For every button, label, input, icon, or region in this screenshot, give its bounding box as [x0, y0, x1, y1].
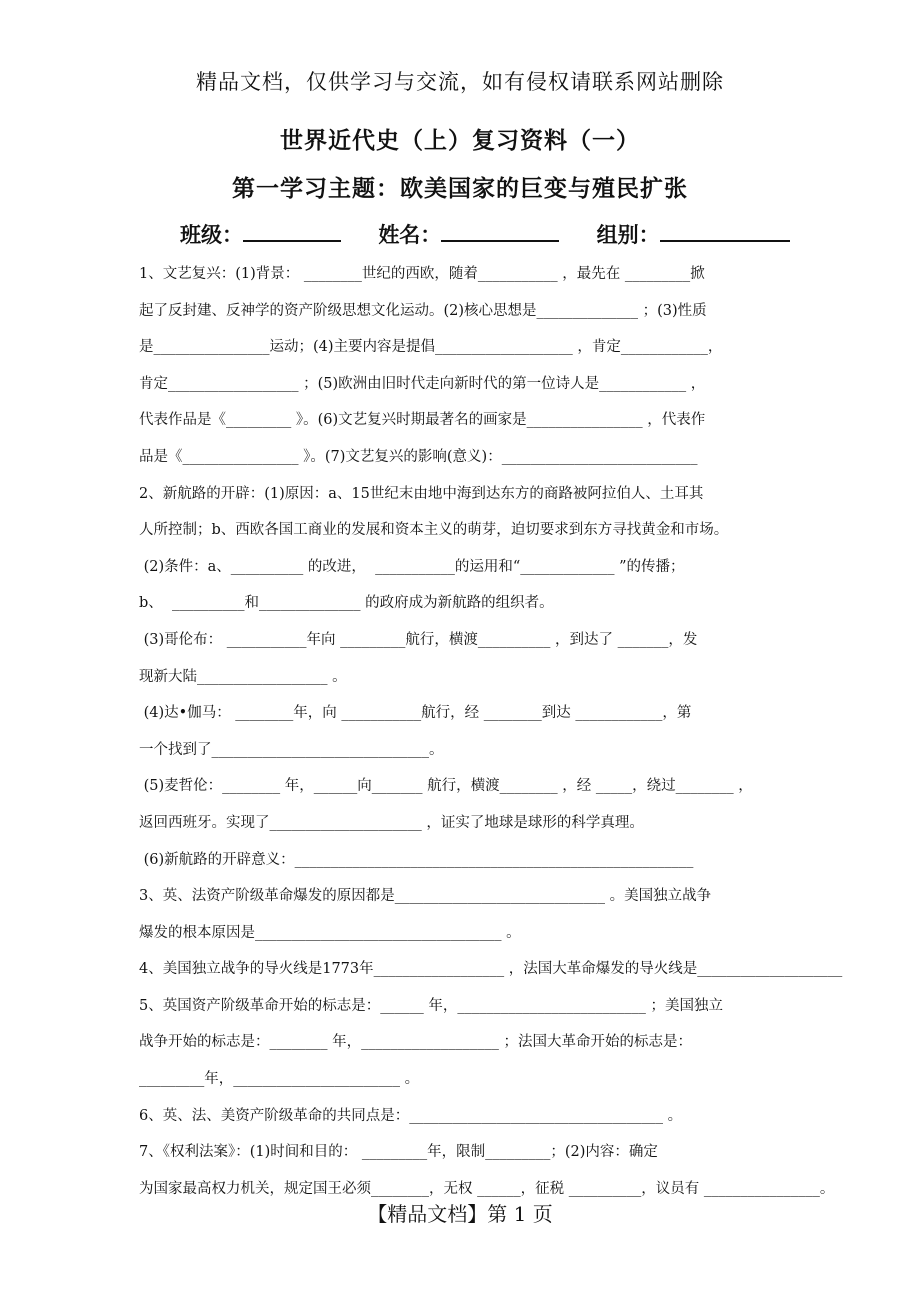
- name-field: [378, 223, 566, 247]
- content-line: (4)达•伽马： ________年，向 ___________航行，经 ________到达 ____________，第: [139, 705, 692, 722]
- document-subtitle: 第一学习主题：欧美国家的巨变与殖民扩张: [232, 176, 688, 202]
- content-line: 为国家最高权力机关，规定国王必须________，无权 ______，征税 __________，议员有 ________________。: [139, 1180, 835, 1197]
- class-field: [180, 223, 348, 247]
- class-label: 班级：: [180, 223, 243, 247]
- student-info-row: [180, 218, 820, 249]
- content-line: 人所控制；b、西欧各国工商业的发展和资本主义的萌芽，迫切要求到东方寻找黄金和市场。: [139, 522, 729, 539]
- review-questions: [139, 256, 920, 1207]
- content-line: (6)新航路的开辟意义：_______________________________________________________: [139, 851, 694, 868]
- content-line: 战争开始的标志是：________ 年，___________________ ；法国大革命开始的标志是：: [139, 1034, 692, 1051]
- group-blank: [660, 218, 790, 242]
- content-line: 4、美国独立战争的导火线是1773年__________________ ，法国大革命爆发的导火线是____________________: [139, 961, 843, 978]
- content-line: 现新大陆__________________ 。: [139, 668, 347, 685]
- group-label: 组别：: [596, 223, 660, 247]
- content-line: 是________________运动；(4)主要内容是提倡___________________ ，肯定____________，: [139, 339, 723, 356]
- class-blank: [243, 218, 341, 242]
- content-line: 1、文艺复兴：(1)背景： ________世纪的西欧，随着___________ ，最先在 _________掀: [139, 266, 705, 282]
- content-line: 代表作品是《_________ 》。(6)文艺复兴时期最著名的画家是________________ ，代表作: [139, 412, 706, 429]
- content-line: 返回西班牙。实现了_____________________ ，证实了地球是球形的科学真理。: [139, 814, 644, 831]
- content-line: 2、新航路的开辟：(1)原因：a、15世纪末由地中海到达东方的商路被阿拉伯人、土耳其: [139, 485, 704, 502]
- content-line: _________年，_______________________ 。: [139, 1071, 420, 1088]
- content-line: 起了反封建、反神学的资产阶级思想文化运动。(2)核心思想是______________ ；(3)性质: [139, 302, 707, 319]
- content-line: 爆发的根本原因是__________________________________ 。: [139, 924, 521, 941]
- content-line: b、 __________和______________ 的政府成为新航路的组织者。: [139, 595, 554, 612]
- page-footer: 【精品文档】第 1 页: [367, 1202, 553, 1226]
- content-line: 肯定__________________ ；(5)欧洲由旧时代走向新时代的第一位诗人是____________ ，: [139, 375, 706, 392]
- content-line: (2)条件：a、__________ 的改进， ___________的运用和“_____________ ”的传播；: [139, 558, 685, 575]
- content-line: 一个找到了______________________________。: [139, 741, 444, 758]
- name-blank: [441, 218, 559, 242]
- content-line: 6、英、法、美资产阶级革命的共同点是：___________________________________ 。: [139, 1107, 683, 1124]
- watermark-text: 精品文档，仅供学习与交流，如有侵权请联系网站删除: [196, 70, 724, 94]
- content-line: 7、《权利法案》：(1)时间和目的： _________年，限制_________；(2)内容：确定: [139, 1144, 658, 1161]
- content-line: (3)哥伦布： ___________年向 _________航行，横渡__________ ，到达了 _______，发: [139, 631, 698, 648]
- name-label: 姓名：: [378, 223, 442, 247]
- group-field: [597, 223, 790, 247]
- content-line: (5)麦哲伦：________ 年，______向_______ 航行，横渡________ ，经 _____，绕过________ ，: [139, 778, 753, 795]
- content-line: 5、英国资产阶级革命开始的标志是：______ 年，__________________________ ；美国独立: [139, 997, 723, 1014]
- document-title: 世界近代史（上）复习资料（一）: [280, 128, 640, 154]
- content-line: 3、英、法资产阶级革命爆发的原因都是_____________________________ 。美国独立战争: [139, 888, 712, 905]
- content-line: 品是《________________ 》。(7)文艺复兴的影响(意义)：___________________________: [139, 448, 698, 465]
